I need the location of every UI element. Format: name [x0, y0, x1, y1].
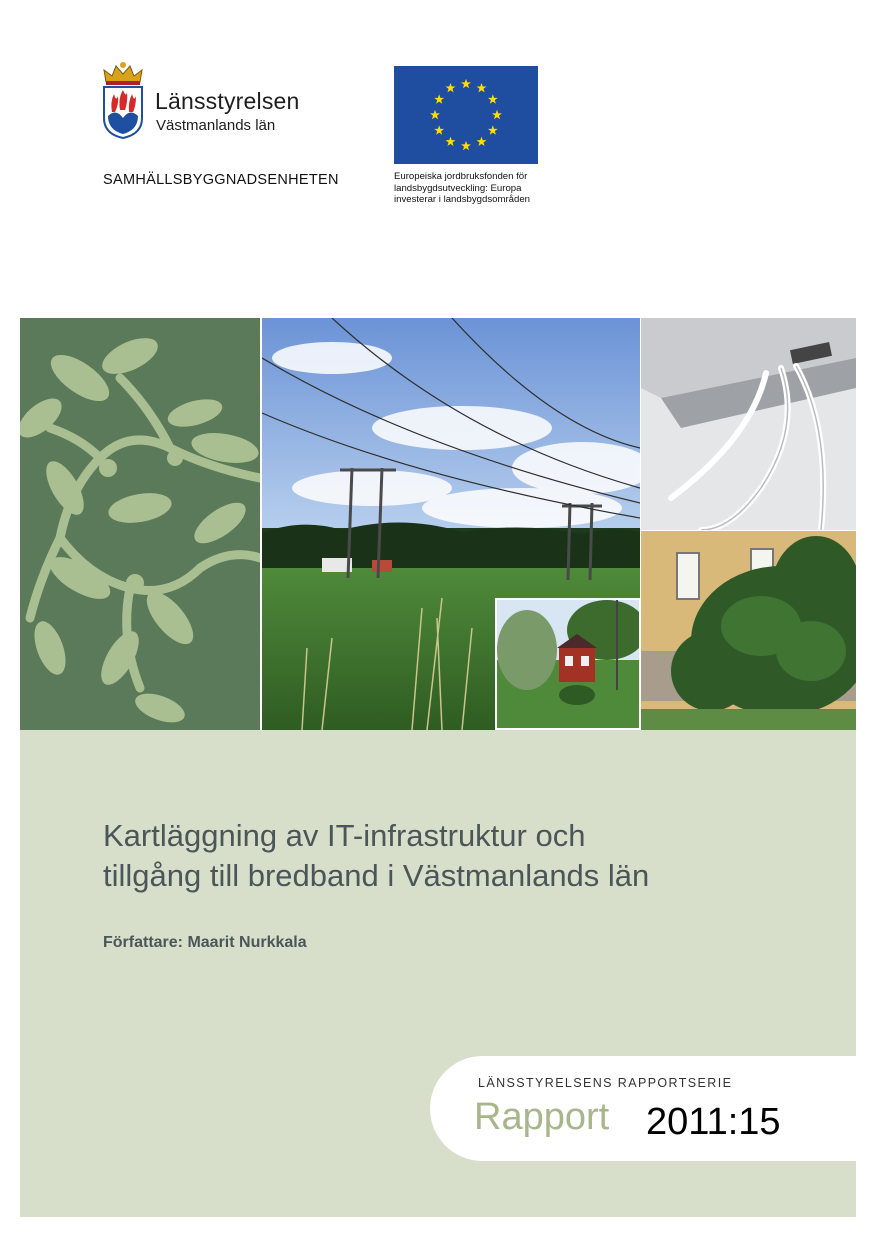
department-name: SAMHÄLLSBYGGNADSENHETEN — [103, 172, 339, 188]
eu-flag-icon — [394, 66, 538, 164]
org-name: Länsstyrelsen — [155, 88, 300, 114]
photo-collage — [20, 318, 856, 730]
mistletoe-panel — [20, 318, 260, 730]
rapport-number: 2011:15 — [646, 1101, 781, 1143]
report-title-line: tillgång till bredband i Västmanlands län — [103, 858, 650, 893]
series-label: LÄNSSTYRELSENS RAPPORTSERIE — [478, 1076, 733, 1090]
eu-caption-line: Europeiska jordbruksfonden för — [394, 171, 528, 182]
report-info-area — [20, 730, 856, 1217]
report-title-line: Kartläggning av IT-infrastruktur och — [103, 818, 586, 853]
mistletoe-branch-icon — [20, 318, 260, 730]
report-author: Författare: Maarit Nurkkala — [103, 934, 307, 951]
apartment-building-photo — [641, 531, 856, 730]
coat-of-arms-icon — [100, 60, 146, 140]
org-region: Västmanlands län — [156, 117, 276, 134]
red-house-photo — [495, 598, 641, 730]
laptop-cables-photo — [641, 318, 856, 530]
eu-caption-line: landsbygdsutveckling: Europa — [394, 182, 522, 194]
eu-caption — [394, 171, 554, 206]
report-title — [103, 816, 823, 896]
rapport-word: Rapport — [474, 1096, 610, 1138]
report-series-badge — [430, 1056, 856, 1161]
lansstyrelsen-logo — [100, 60, 320, 144]
eu-caption-line: investerar i landsbygdsområden — [394, 194, 530, 206]
